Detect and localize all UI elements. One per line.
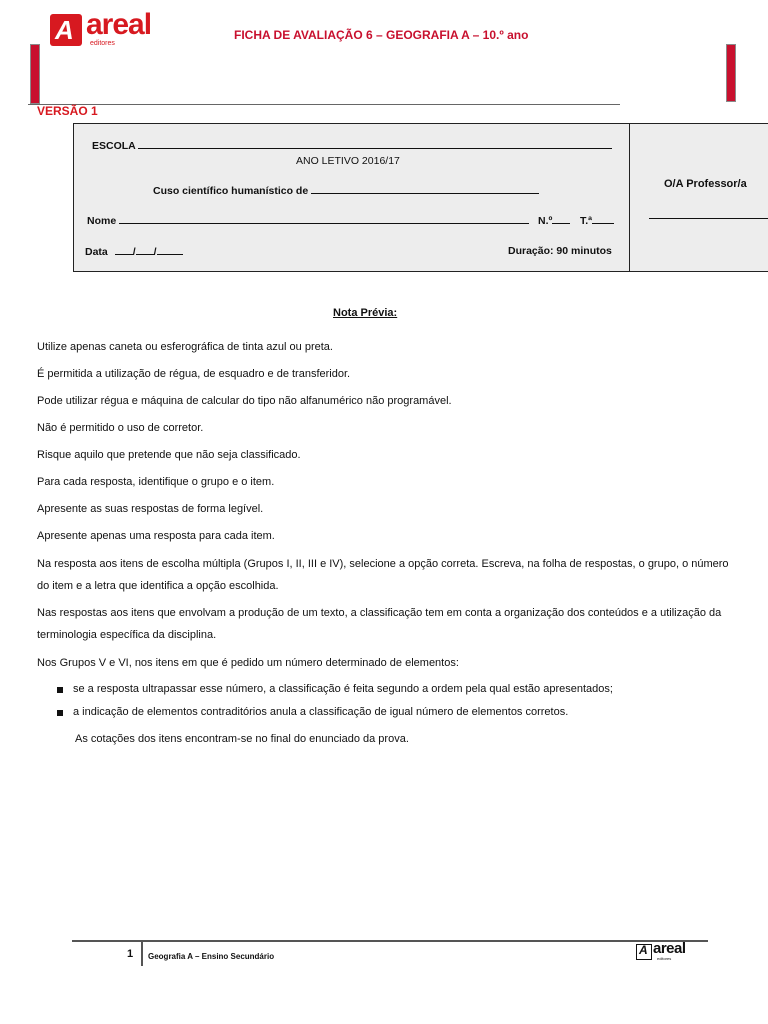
numero-field[interactable]: [538, 214, 570, 227]
curso-field[interactable]: [153, 184, 539, 197]
curso-blank[interactable]: [311, 184, 539, 194]
footer-logo: [636, 942, 704, 962]
version-label: VERSÃO 1: [37, 104, 98, 118]
rule-paragraph: Não é permitido o uso de corretor.: [37, 422, 204, 434]
nome-blank[interactable]: [119, 214, 529, 224]
rule-paragraph: Para cada resposta, identifique o grupo e o item.: [37, 476, 275, 488]
nome-label: Nome: [87, 215, 117, 227]
ano-letivo: ANO LETIVO 2016/17: [296, 155, 400, 167]
footer-subject: Geografia A – Ensino Secundário: [148, 952, 275, 961]
turma-label: T.ª: [580, 215, 593, 227]
bullet-item: se a resposta ultrapassar esse número, a classificação é feita segundo a ordem pela qual estão apresentados;: [73, 683, 613, 695]
bullet-square-icon: [57, 687, 63, 693]
bullet-square-icon: [57, 710, 63, 716]
footer-separator: [141, 942, 143, 966]
turma-blank[interactable]: [592, 214, 614, 224]
escola-blank[interactable]: [138, 139, 612, 149]
rule-paragraph: É permitida a utilização de régua, de esquadro e de transferidor.: [37, 368, 351, 380]
logo-subtitle: editores: [90, 40, 115, 47]
nota-previa-heading: Nota Prévia:: [333, 307, 398, 319]
rule-paragraph: Apresente as suas respostas de forma legível.: [37, 503, 264, 515]
footer-logo-badge-icon: [636, 944, 652, 960]
rule-paragraph: Apresente apenas uma resposta para cada item.: [37, 530, 275, 542]
data-field[interactable]: [85, 245, 183, 258]
turma-field[interactable]: [580, 214, 614, 227]
logo-letter: A: [55, 15, 74, 45]
data-day-blank[interactable]: [115, 245, 133, 255]
footer-logo-wordmark: areal: [653, 940, 686, 957]
professor-signature-line[interactable]: [649, 218, 768, 219]
rule-paragraph: Nos Grupos V e VI, nos itens em que é pedido um número determinado de elementos:: [37, 657, 459, 669]
numero-label: N.º: [538, 215, 553, 227]
curso-label: Cuso científico humanístico de: [153, 185, 309, 197]
professor-label: O/A Professor/a: [664, 178, 747, 190]
bullet-item: a indicação de elementos contraditórios anula a classificação de igual número de elementos corretos.: [73, 706, 569, 718]
rule-paragraph: Pode utilizar régua e máquina de calcular do tipo não alfanumérico não programável.: [37, 395, 452, 407]
duracao: Duração: 90 minutos: [508, 245, 612, 257]
cotacoes-note: As cotações dos itens encontram-se no final do enunciado da prova.: [75, 733, 409, 745]
logo-badge-icon: [50, 14, 82, 46]
rule-paragraph: Na resposta aos itens de escolha múltipla (Grupos I, II, III e IV), selecione a opção correta. Escreva, na folha de respostas, o grupo, o número do item e a letra que identifica a opção escolhida.: [37, 558, 729, 592]
numero-blank[interactable]: [552, 214, 570, 224]
publisher-logo: [50, 8, 172, 48]
nome-field[interactable]: [87, 214, 529, 227]
header-divider: [28, 104, 620, 105]
footer-divider: [72, 940, 708, 942]
escola-field[interactable]: [92, 139, 612, 152]
data-sep-1: /: [132, 246, 136, 258]
document-title: FICHA DE AVALIAÇÃO 6 – GEOGRAFIA A – 10.º ano: [234, 28, 529, 42]
footer-logo-letter: A: [639, 943, 648, 957]
right-accent-bar: [726, 44, 736, 102]
escola-label: ESCOLA: [92, 140, 136, 152]
data-label: Data: [85, 246, 108, 258]
page-number: 1: [127, 948, 134, 960]
data-sep-2: /: [153, 246, 157, 258]
box-divider: [629, 123, 630, 272]
rule-paragraph: Nas respostas aos itens que envolvam a produção de um texto, a classificação tem em conta a organização dos conteúdos e a utilização da terminologia específica da disciplina.: [37, 607, 722, 641]
left-accent-bar: [30, 44, 40, 104]
rule-paragraph: Utilize apenas caneta ou esferográfica de tinta azul ou preta.: [37, 341, 333, 353]
rule-paragraph: Risque aquilo que pretende que não seja classificado.: [37, 449, 301, 461]
data-year-blank[interactable]: [157, 245, 183, 255]
footer-logo-subtitle: editores: [657, 956, 672, 961]
logo-wordmark: areal: [86, 8, 152, 41]
data-month-blank[interactable]: [136, 245, 154, 255]
student-info-box: [73, 123, 768, 272]
